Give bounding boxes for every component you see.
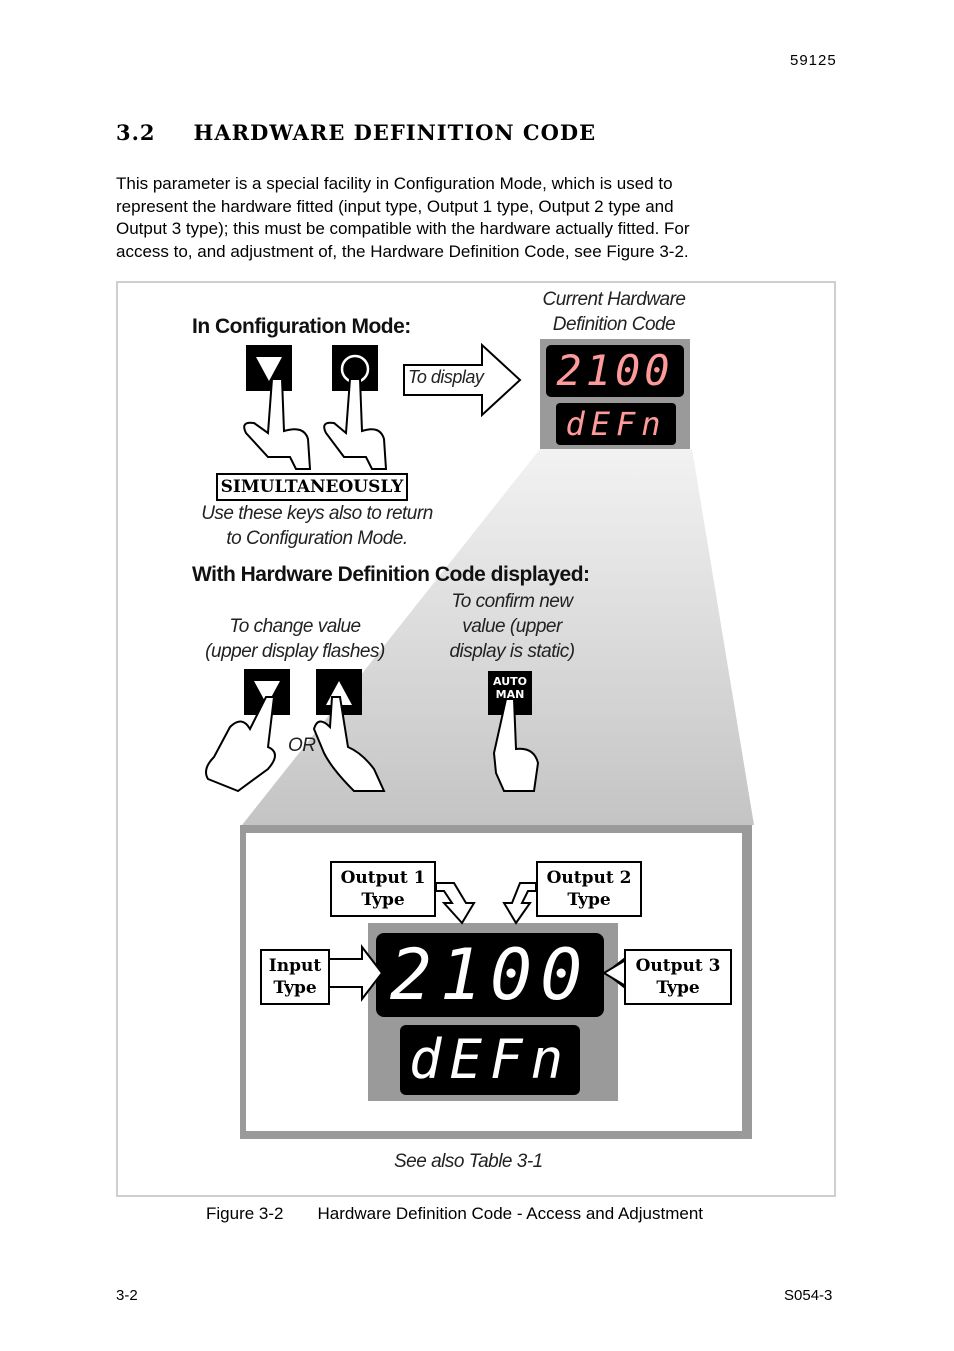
input-line: Type: [273, 978, 317, 998]
large-display-upper-value: 2100: [389, 934, 591, 1016]
large-display-lower-value: dEFn: [408, 1028, 572, 1091]
paragraph-line: access to, and adjustment of, the Hardware Definition Code, see Figure 3-2.: [116, 241, 689, 261]
input-type-label: [260, 949, 330, 1005]
confirm-note-line: To confirm new: [451, 591, 573, 612]
change-value-line: (upper display flashes): [205, 641, 385, 662]
see-also-note: See also Table 3-1: [394, 1151, 543, 1172]
output3-line: Type: [656, 978, 700, 998]
man-key-text: MAN: [495, 688, 525, 701]
confirm-note-line: display is static): [449, 641, 575, 662]
small-display-lower-value: dEFn: [565, 405, 667, 443]
simultaneously-label: SIMULTANEOUSLY: [216, 473, 408, 501]
output1-line: Output 1: [340, 868, 426, 888]
auto-key-text: AUTO: [493, 675, 527, 688]
output2-line: Type: [567, 890, 611, 910]
paragraph-line: This parameter is a special facility in Configuration Mode, which is used to: [116, 174, 673, 193]
document-number: 59125: [790, 52, 837, 69]
section-title: HARDWARE DEFINITION CODE: [193, 120, 597, 145]
section-heading: [116, 120, 596, 145]
return-note-line: to Configuration Mode.: [226, 528, 408, 549]
confirm-note: [428, 589, 596, 664]
section-number: 3.2: [116, 120, 156, 145]
current-code-label-line: Definition Code: [552, 314, 676, 335]
output2-type-label: [536, 861, 642, 917]
change-value-note: [184, 614, 406, 664]
output3-type-label: [624, 949, 732, 1005]
or-label: OR: [288, 735, 316, 756]
caption-number: Figure 3-2: [206, 1204, 284, 1223]
input-line: Input: [268, 956, 322, 976]
output2-line: Output 2: [546, 868, 632, 888]
output1-type-label: [330, 861, 436, 917]
document-reference: S054-3: [784, 1287, 833, 1304]
paragraph-line: Output 3 type); this must be compatible with the hardware actually fitted. For: [116, 219, 690, 238]
current-code-label-line: Current Hardware: [542, 289, 686, 310]
confirm-note-line: value (upper: [462, 616, 562, 637]
small-display-upper-value: 2100: [556, 346, 674, 395]
caption-text: Hardware Definition Code - Access and Adjustment: [317, 1204, 704, 1223]
output3-line: Output 3: [635, 956, 721, 976]
figure-caption: [206, 1204, 703, 1224]
displayed-heading: With Hardware Definition Code displayed:: [192, 563, 590, 586]
paragraph-line: represent the hardware fitted (input type, Output 1 type, Output 2 type and: [116, 196, 674, 216]
auto-man-key-label: [488, 675, 532, 701]
change-value-line: To change value: [229, 616, 361, 637]
page-number: 3-2: [116, 1287, 138, 1304]
return-note: [172, 501, 462, 551]
config-mode-heading: In Configuration Mode:: [192, 315, 411, 338]
pointing-hand-icon: [206, 697, 275, 791]
pointing-hand-icon: [244, 379, 310, 469]
figure-frame: [116, 281, 836, 1197]
body-paragraph: [116, 173, 806, 263]
return-note-line: Use these keys also to return: [201, 503, 433, 524]
to-display-label: To display: [408, 367, 484, 387]
pointing-hand-icon: [324, 379, 386, 469]
current-code-label: [530, 287, 698, 337]
output1-line: Type: [361, 890, 405, 910]
